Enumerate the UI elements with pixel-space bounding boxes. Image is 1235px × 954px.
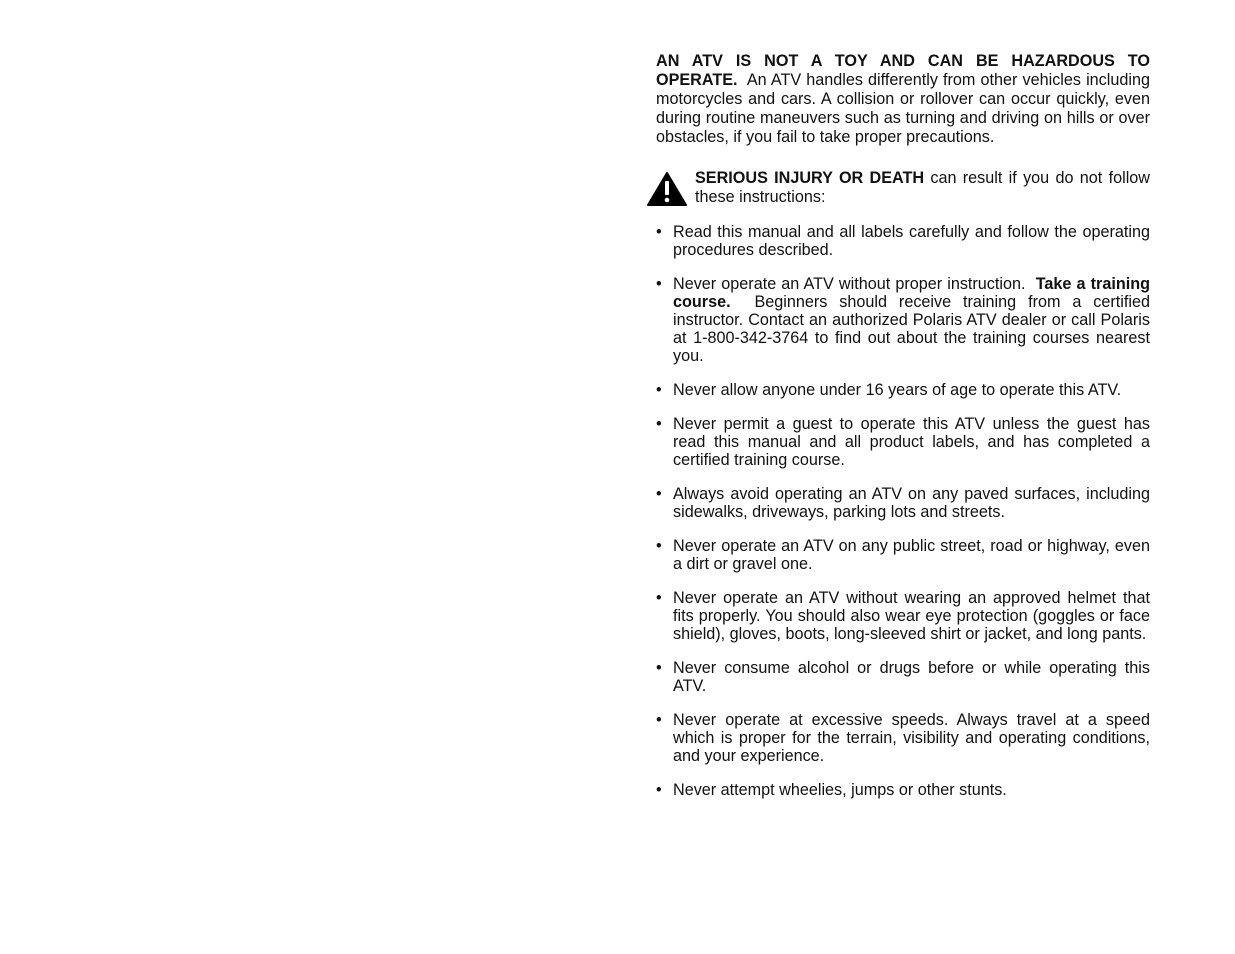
instruction-text: Never consume alcohol or drugs before or while operating this ATV. xyxy=(673,659,1150,695)
list-item xyxy=(656,659,1150,695)
warning-lead-bold: SERIOUS INJURY OR DEATH xyxy=(695,169,925,187)
bullet-marker: • xyxy=(656,711,662,729)
warning-triangle-icon xyxy=(647,172,687,206)
bullet-marker: • xyxy=(656,223,662,241)
instruction-text: Read this manual and all labels carefully and follow the operating procedures described. xyxy=(673,223,1150,259)
warning-text: can result if you do not follow these instructions: xyxy=(695,169,1150,206)
instruction-bold: Take a training course. xyxy=(673,275,1151,311)
instruction-text: Always avoid operating an ATV on any paved surfaces, including sidewalks, driveways, parking lots and streets. xyxy=(673,485,1150,521)
list-item xyxy=(656,381,1150,399)
bullet-marker: • xyxy=(656,781,662,799)
warning-block xyxy=(656,169,1150,207)
bullet-marker: • xyxy=(656,381,662,399)
intro-lead-bold: AN ATV IS NOT A TOY AND CAN BE HAZARDOUS TO OPERATE. xyxy=(656,52,1150,89)
bullet-marker: • xyxy=(656,537,662,555)
list-item xyxy=(656,485,1150,521)
instruction-text: Never operate an ATV without proper instruction. xyxy=(673,275,1026,293)
list-item xyxy=(656,537,1150,573)
bullet-marker: • xyxy=(656,415,662,433)
bullet-marker: • xyxy=(656,589,662,607)
instruction-text: Never allow anyone under 16 years of age to operate this ATV. xyxy=(673,381,1122,399)
instruction-list xyxy=(656,223,1150,799)
list-item xyxy=(656,223,1150,259)
list-item xyxy=(656,589,1150,643)
manual-page-column xyxy=(656,52,1150,815)
list-item xyxy=(656,781,1150,799)
list-item xyxy=(656,415,1150,469)
intro-paragraph xyxy=(656,52,1150,147)
instruction-text-after: Beginners should receive training from a certified instructor. Contact an authorized Polaris ATV dealer or call Polaris at 1-800-342-3764 to find out about the training courses nearest you. xyxy=(673,293,1150,365)
instruction-text: Never operate an ATV without wearing an approved helmet that fits properly. You should also wear eye protection (goggles or face shield), gloves, boots, long-sleeved shirt or jacket, and long pants. xyxy=(673,589,1150,643)
bullet-marker: • xyxy=(656,659,662,677)
intro-text: An ATV handles differently from other vehicles including motorcycles and cars. A collision or rollover can occur quickly, even during routine maneuvers such as turning and driving on hills or over obstacles, if you fail to take proper precautions. xyxy=(656,71,1150,146)
list-item xyxy=(656,275,1150,365)
instruction-text: Never permit a guest to operate this ATV unless the guest has read this manual and all product labels, and has completed a certified training course. xyxy=(673,415,1150,469)
instruction-text: Never attempt wheelies, jumps or other stunts. xyxy=(673,781,1007,799)
instruction-text: Never operate at excessive speeds. Always travel at a speed which is proper for the terrain, visibility and operating conditions, and your experience. xyxy=(673,711,1150,765)
bullet-marker: • xyxy=(656,275,662,293)
bullet-marker: • xyxy=(656,485,662,503)
list-item xyxy=(656,711,1150,765)
instruction-text: Never operate an ATV on any public street, road or highway, even a dirt or gravel one. xyxy=(673,537,1150,573)
